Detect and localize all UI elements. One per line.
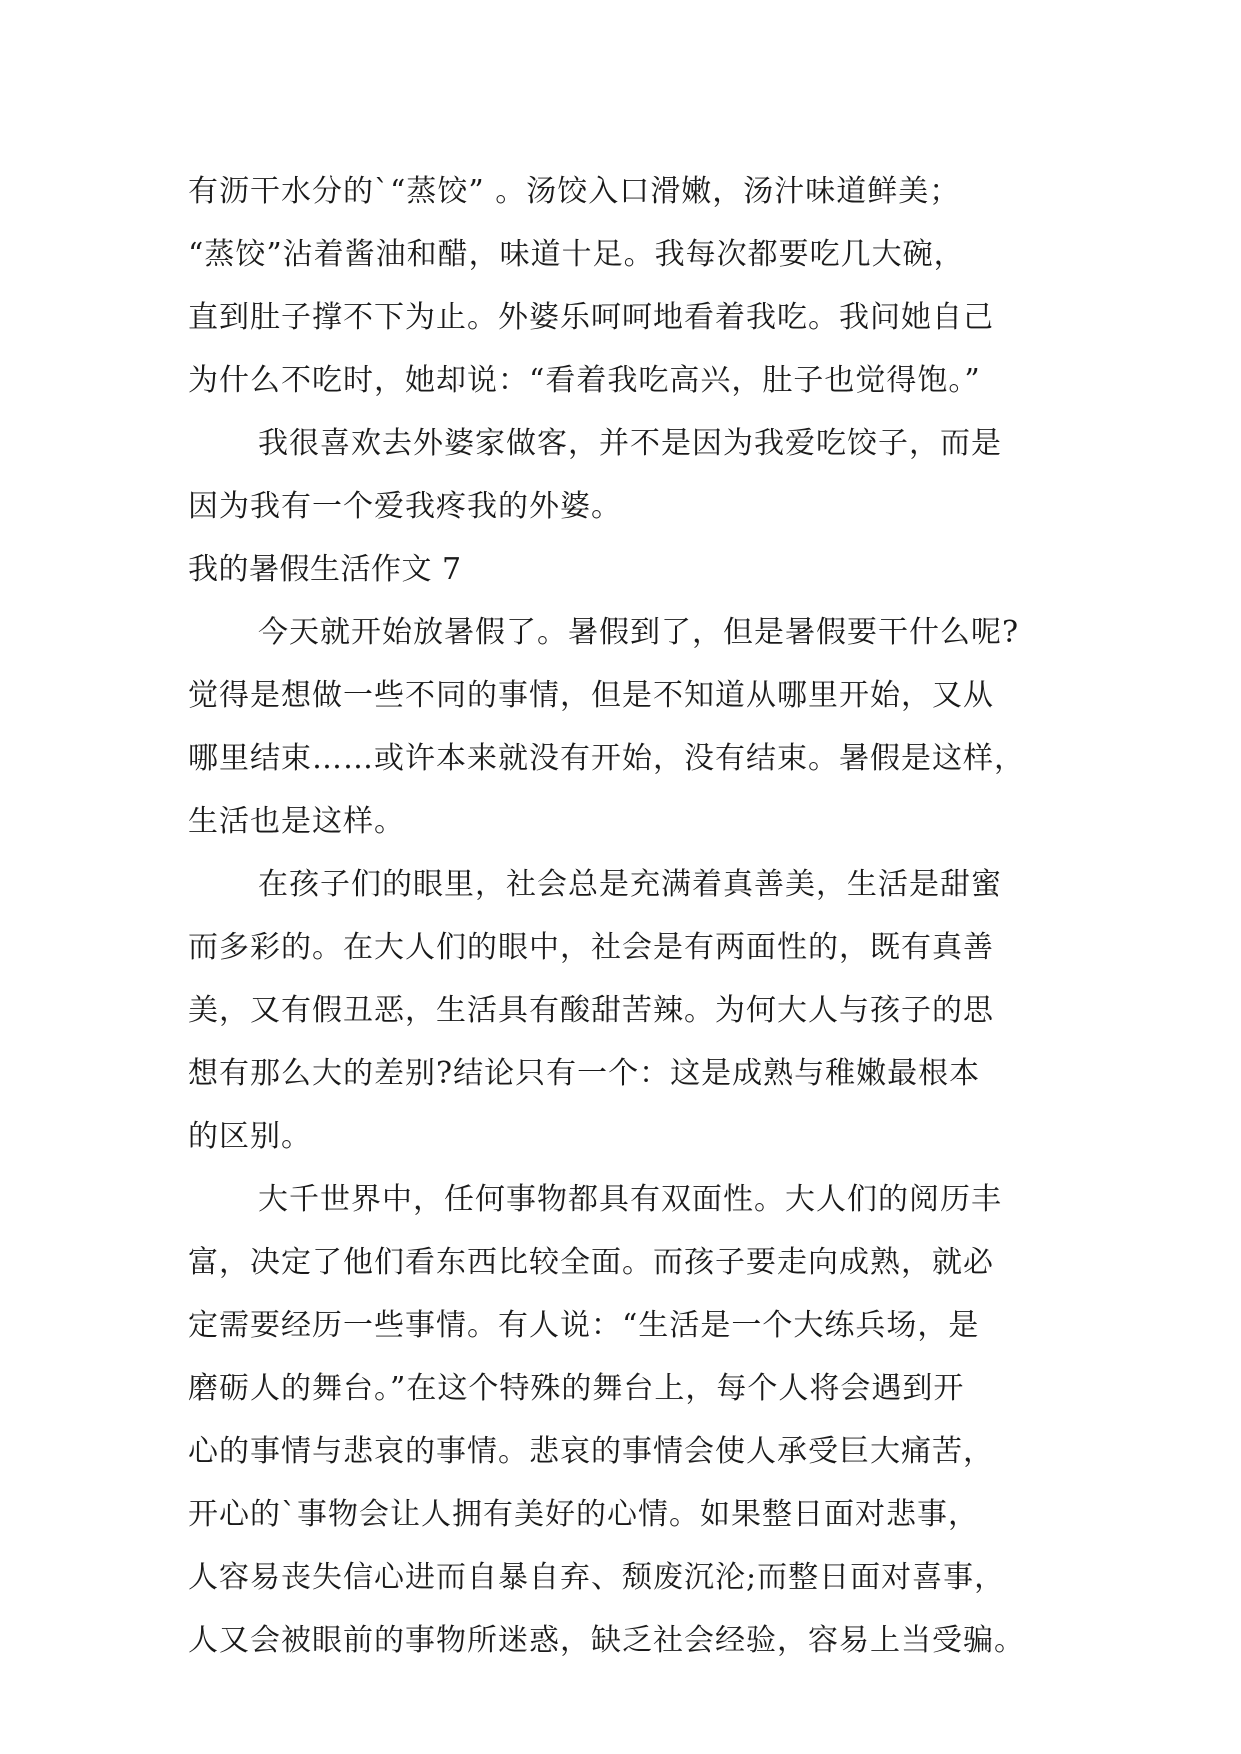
text-line: 而多彩的。在大人们的眼中，社会是有两面性的，既有真善 [188,930,994,965]
text-line: 直到肚子撑不下为止。外婆乐呵呵地看着我吃。我问她自己 [188,300,994,335]
paragraph-first-line: 我很喜欢去外婆家做客，并不是因为我爱吃饺子，而是 [258,426,1002,461]
text-line: 人容易丧失信心进而自暴自弃、颓废沉沦;而整日面对喜事， [188,1560,1006,1595]
text-line: 的区别。 [188,1119,312,1154]
text-line: 想有那么大的差别?结论只有一个：这是成熟与稚嫩最根本 [188,1056,981,1091]
text-line: 磨砺人的舞台。”在这个特殊的舞台上，每个人将会遇到开 [188,1371,965,1406]
text-line: 心的事情与悲哀的事情。悲哀的事情会使人承受巨大痛苦， [188,1434,994,1469]
text-line: 因为我有一个爱我疼我的外婆。 [188,489,622,524]
text-line: 美，又有假丑恶，生活具有酸甜苦辣。为何大人与孩子的思 [188,993,994,1028]
text-line: 人又会被眼前的事物所迷惑，缺乏社会经验，容易上当受骗。 [188,1623,1025,1658]
section-heading: 我的暑假生活作文 7 [188,552,462,587]
paragraph-first-line: 在孩子们的眼里，社会总是充满着真善美，生活是甜蜜 [258,867,1002,902]
text-line: 为什么不吃时，她却说：“看着我吃高兴，肚子也觉得饱。” [188,363,981,398]
text-line: 富，决定了他们看东西比较全面。而孩子要走向成熟，就必 [188,1245,994,1280]
document-body [188,160,1058,1672]
text-line: 生活也是这样。 [188,804,405,839]
text-line: 开心的`事物会让人拥有美好的心情。如果整日面对悲事， [188,1497,979,1532]
paragraph-first-line: 大千世界中，任何事物都具有双面性。大人们的阅历丰 [258,1182,1002,1217]
text-line: 哪里结束……或许本来就没有开始，没有结束。暑假是这样， [188,741,1025,776]
text-line: 觉得是想做一些不同的事情，但是不知道从哪里开始，又从 [188,678,994,713]
text-line: 有沥干水分的`“蒸饺” 。汤饺入口滑嫩，汤汁味道鲜美； [188,174,961,209]
text-line: “蒸饺”沾着酱油和醋，味道十足。我每次都要吃几大碗， [188,237,965,272]
paragraph-first-line: 今天就开始放暑假了。暑假到了，但是暑假要干什么呢? [258,615,1020,650]
text-line: 定需要经历一些事情。有人说：“生活是一个大练兵场，是 [188,1308,980,1343]
